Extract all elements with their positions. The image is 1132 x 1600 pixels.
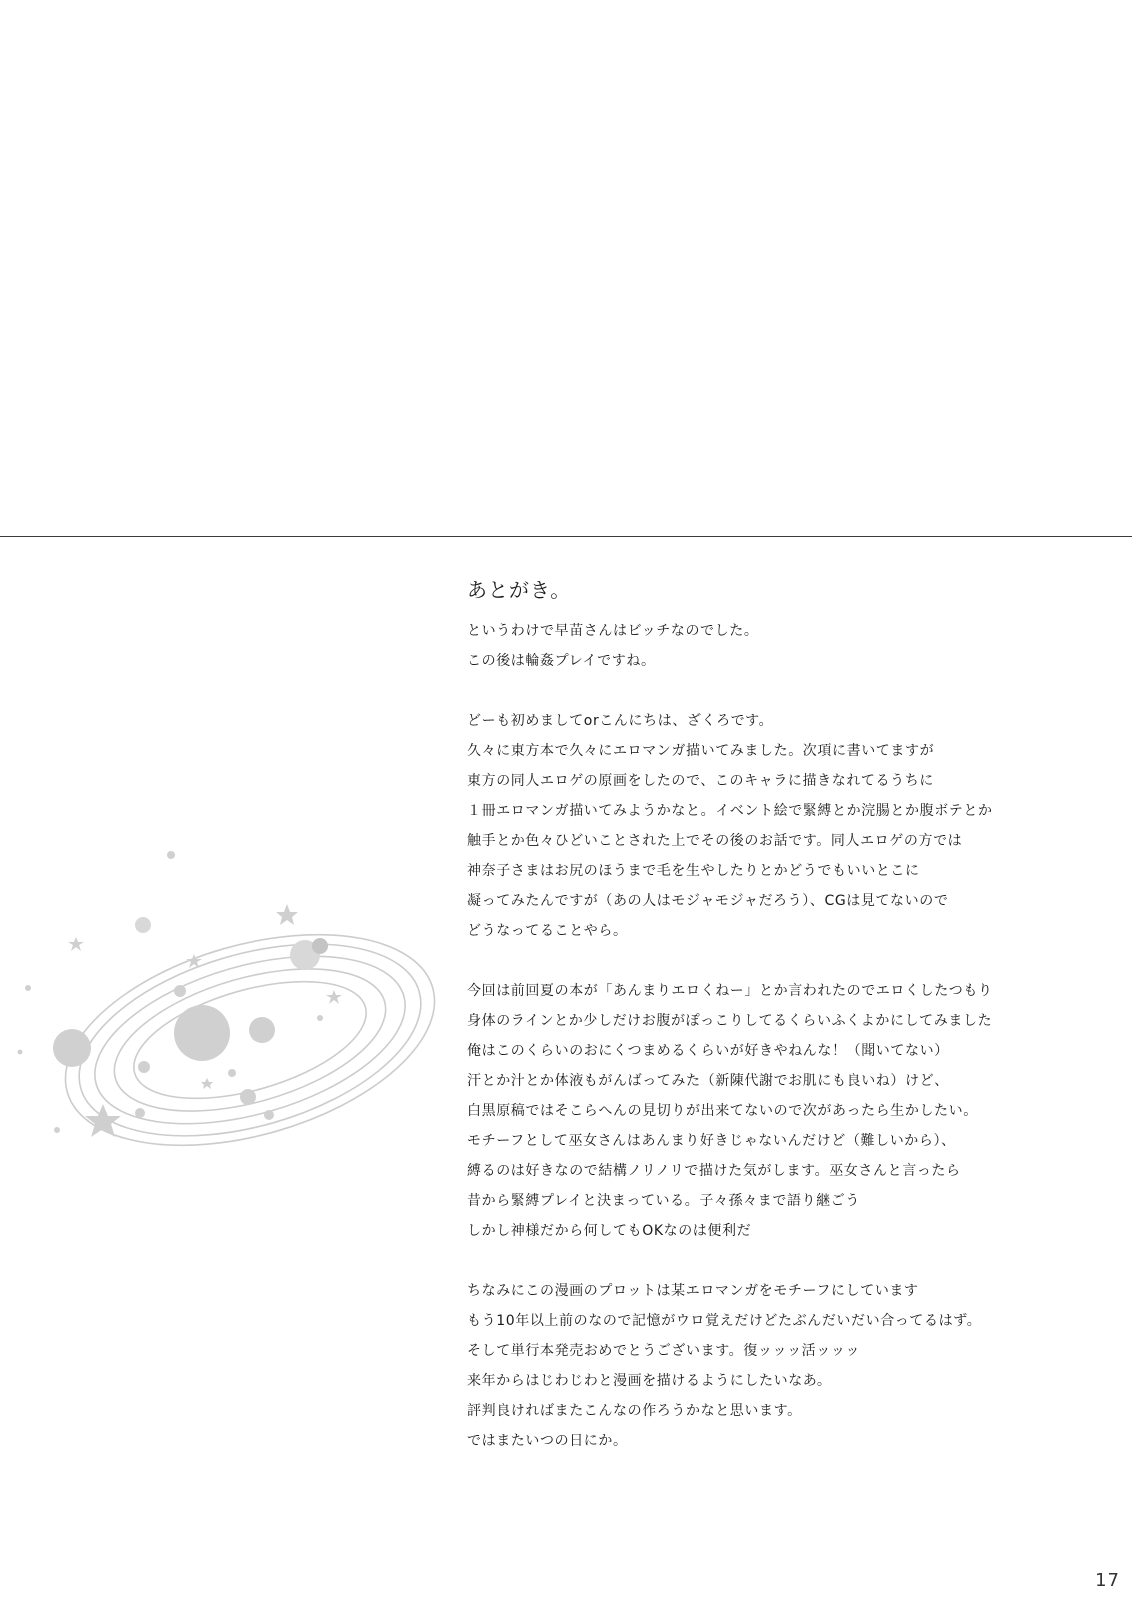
text-line: ちなみにこの漫画のプロットは某エロマンガをモチーフにしています	[467, 1283, 919, 1299]
planet	[174, 985, 186, 997]
text-line: 評判良ければまたこんなの作ろうかなと思います。	[467, 1403, 802, 1419]
page-number: 17	[1095, 1570, 1120, 1591]
text-line: 俺はこのくらいのおにくつまめるくらいが好きやねんな！（聞いてない）	[467, 1043, 949, 1059]
text-line: 触手とか色々ひどいことされた上でその後のお話です。同人エロゲの方では	[467, 833, 963, 849]
text-line: 凝ってみたんですが（あの人はモジャモジャだろう）、CGは見てないので	[467, 893, 949, 909]
planet	[317, 1015, 323, 1021]
text-line: 神奈子さまはお尻のほうまで毛を生やしたりとかどうでもいいとこに	[467, 863, 920, 879]
text-line: 来年からはじわじわと漫画を描けるようにしたいなあ。	[467, 1373, 832, 1389]
text-line: モチーフとして巫女さんはあんまり好きじゃないんだけど（難しいから）、	[467, 1133, 956, 1149]
paragraph	[467, 1276, 1107, 1456]
star-shape	[276, 904, 298, 925]
planet	[53, 1029, 91, 1067]
planet	[312, 938, 328, 954]
orbit-ring	[98, 942, 401, 1138]
text-line: 久々に東方本で久々にエロマンガ描いてみました。次項に書いてますが	[467, 743, 935, 759]
galaxy-planets-illustration	[0, 840, 460, 1220]
text-line: しかし神様だから何してもOKなのは便利だ	[467, 1223, 752, 1239]
planet	[228, 1069, 236, 1077]
text-line: この後は輪姦プレイですね。	[467, 653, 656, 669]
planet	[18, 1050, 23, 1055]
text-line: というわけで早苗さんはビッチなのでした。	[467, 623, 759, 639]
planet	[167, 851, 175, 859]
planet	[25, 985, 31, 991]
paragraph	[467, 616, 1107, 676]
text-line: 汗とか汁とか体液もがんばってみた（新陳代謝でお肌にも良いね）けど、	[467, 1073, 949, 1089]
paragraph	[467, 706, 1107, 946]
text-line: 白黒原稿ではそこらへんの見切りが出来てないので次があったら生かしたい。	[467, 1103, 978, 1119]
afterword-section	[467, 576, 1107, 1486]
planet	[54, 1127, 60, 1133]
orbit-ring	[41, 896, 459, 1183]
star-shape	[68, 937, 84, 951]
planet	[174, 1005, 230, 1061]
text-line: 今回は前回夏の本が「あんまりエロくねー」とか言われたのでエロくしたつもり	[467, 983, 993, 999]
star-shape	[201, 1078, 213, 1089]
star-shape	[85, 1104, 121, 1137]
text-line: 身体のラインとか少しだけお腹がぽっこりしてるくらいふくよかにしてみました	[467, 1013, 993, 1029]
afterword-title: あとがき。	[467, 578, 572, 602]
star-shape	[326, 990, 342, 1004]
horizontal-divider	[0, 536, 1132, 537]
text-line: もう10年以上前のなので記憶がウロ覚えだけどたぶんだいだい合ってるはず。	[467, 1313, 982, 1329]
text-line: どうなってることやら。	[467, 923, 628, 939]
text-line: ではまたいつの日にか。	[467, 1433, 628, 1449]
paragraph	[467, 976, 1107, 1246]
planet	[135, 917, 151, 933]
orbit-ring	[57, 909, 443, 1171]
text-line: どーも初めましてorこんにちは、ざくろです。	[467, 713, 774, 729]
planet	[249, 1017, 275, 1043]
text-line: １冊エロマンガ描いてみようかなと。イベント絵で緊縛とか浣腸とか腹ボテとか	[467, 803, 993, 819]
text-line: 昔から緊縛プレイと決まっている。子々孫々まで語り継ごう	[467, 1193, 860, 1209]
planet	[135, 1108, 145, 1118]
text-line: そして単行本発売おめでとうございます。復ッッッ活ッッッ	[467, 1343, 861, 1359]
text-line: 縛るのは好きなので結構ノリノリで描けた気がします。巫女さんと言ったら	[467, 1163, 961, 1179]
text-line: 東方の同人エロゲの原画をしたので、このキャラに描きなれてるうちに	[467, 773, 934, 789]
planet	[138, 1061, 150, 1073]
planet	[240, 1089, 256, 1105]
planet	[264, 1110, 274, 1120]
